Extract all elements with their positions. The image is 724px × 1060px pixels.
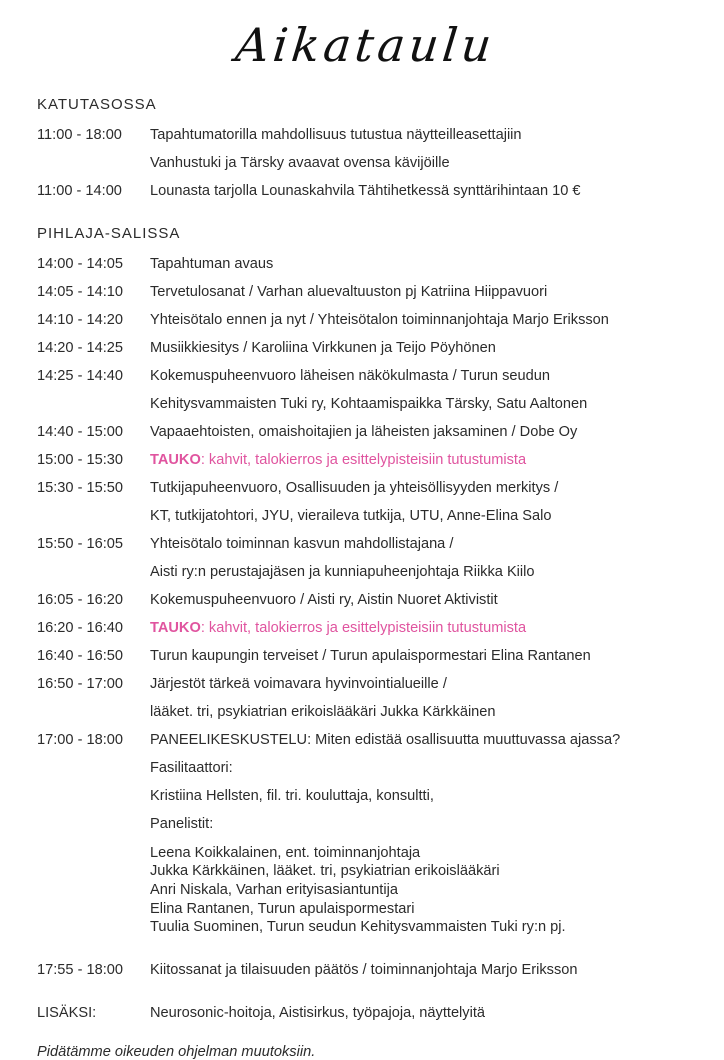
schedule-row xyxy=(37,648,694,666)
row-time: 16:05 - 16:20 xyxy=(37,591,124,608)
row-text: Panelistit: xyxy=(150,815,214,832)
row-text: Kokemuspuheenvuoro läheisen näkökulmasta / Turun seudun xyxy=(150,367,550,384)
row-text: Kokemuspuheenvuoro / Aisti ry, Aistin Nuoret Aktivistit xyxy=(150,591,498,608)
row-text: Järjestöt tärkeä voimavara hyvinvointialueille / xyxy=(150,675,447,692)
row-text: PANEELIKESKUSTELU: Miten edistää osallisuutta muuttuvassa ajassa? xyxy=(150,731,621,748)
schedule-row xyxy=(37,816,694,834)
section-heading: KATUTASOSSA xyxy=(37,96,157,113)
row-text: Neurosonic-hoitoja, Aistisirkus, työpajoja, näyttelyitä xyxy=(150,1004,486,1021)
schedule-row xyxy=(37,312,694,330)
row-time: 17:55 - 18:00 xyxy=(37,962,124,979)
schedule-row xyxy=(37,155,694,173)
schedule-row xyxy=(37,480,694,498)
panelist-item: Tuulia Suominen, Turun seudun Kehitysvammaisten Tuki ry:n pj. xyxy=(150,919,566,936)
schedule-row xyxy=(37,536,694,554)
schedule-row xyxy=(37,1005,694,1023)
schedule-row xyxy=(37,127,694,145)
row-time: 16:40 - 16:50 xyxy=(37,647,124,664)
footer-note: Pidätämme oikeuden ohjelman muutoksiin. xyxy=(37,1044,316,1060)
row-text: KT, tutkijatohtori, JYU, vieraileva tutkija, UTU, Anne-Elina Salo xyxy=(150,507,552,524)
row-text: Kiitossanat ja tilaisuuden päätös / toiminnanjohtaja Marjo Eriksson xyxy=(150,962,578,979)
schedule-row xyxy=(37,368,694,386)
schedule-row xyxy=(37,788,694,806)
row-time: 11:00 - 14:00 xyxy=(37,183,122,199)
row-text: Tapahtuman avaus xyxy=(150,255,274,272)
row-text xyxy=(150,620,694,638)
schedule-row xyxy=(37,844,694,938)
row-text: Lounasta tarjolla Lounaskahvila Tähtihetkessä synttärihintaan 10 € xyxy=(150,183,581,199)
row-time: 17:00 - 18:00 xyxy=(37,731,124,748)
row-text: lääket. tri, psykiatrian erikoislääkäri Jukka Kärkkäinen xyxy=(150,703,496,720)
schedule-row xyxy=(37,183,694,201)
row-text: Musiikkiesitys / Karoliina Virkkunen ja Teijo Pöyhönen xyxy=(150,339,496,356)
row-text: Tervetulosanat / Varhan aluevaltuuston pj Katriina Hiippavuori xyxy=(150,283,548,300)
row-text: Fasilitaattori: xyxy=(150,759,233,776)
row-time: 15:50 - 16:05 xyxy=(37,535,124,552)
schedule-row xyxy=(37,452,694,470)
schedule-row xyxy=(37,256,694,274)
row-text: Tutkijapuheenvuoro, Osallisuuden ja yhteisöllisyyden merkitys / xyxy=(150,479,559,496)
row-text: Turun kaupungin terveiset / Turun apulaispormestari Elina Rantanen xyxy=(150,647,591,664)
schedule-row xyxy=(37,962,694,980)
schedule-row xyxy=(37,592,694,610)
row-time: 16:50 - 17:00 xyxy=(37,675,124,692)
row-text: Tapahtumatorilla mahdollisuus tutustua näytteilleasettajiin xyxy=(150,127,522,143)
row-time: 14:05 - 14:10 xyxy=(37,283,124,300)
panelist-item: Jukka Kärkkäinen, lääket. tri, psykiatrian erikoislääkäri xyxy=(150,863,500,880)
row-time: 14:00 - 14:05 xyxy=(37,255,124,272)
row-text: Vapaaehtoisten, omaishoitajien ja läheisten jaksaminen / Dobe Oy xyxy=(150,423,578,440)
break-description: : kahvit, talokierros ja esittelypisteisiin tutustumista xyxy=(200,451,527,468)
row-time: 14:10 - 14:20 xyxy=(37,311,124,328)
row-text xyxy=(150,452,694,470)
schedule-row xyxy=(37,564,694,582)
schedule xyxy=(37,96,694,1022)
schedule-row xyxy=(37,508,694,526)
schedule-row xyxy=(37,424,694,442)
row-text: Vanhustuki ja Tärsky avaavat ovensa kävijöille xyxy=(150,155,450,171)
break-label: TAUKO xyxy=(150,619,201,636)
break-description: : kahvit, talokierros ja esittelypisteisiin tutustumista xyxy=(200,619,527,636)
schedule-row xyxy=(37,760,694,778)
schedule-row xyxy=(37,284,694,302)
row-text: Aisti ry:n perustajajäsen ja kunniapuheenjohtaja Riikka Kiilo xyxy=(150,563,535,580)
row-text: Kehitysvammaisten Tuki ry, Kohtaamispaikka Tärsky, Satu Aaltonen xyxy=(150,395,588,412)
section-heading: PIHLAJA-SALISSA xyxy=(37,224,181,242)
row-text: Yhteisötalo ennen ja nyt / Yhteisötalon toiminnanjohtaja Marjo Eriksson xyxy=(150,311,609,328)
row-time: 14:25 - 14:40 xyxy=(37,367,124,384)
schedule-row xyxy=(37,620,694,638)
row-text: Kristiina Hellsten, fil. tri. kouluttaja, konsultti, xyxy=(150,787,434,804)
row-time: 16:20 - 16:40 xyxy=(37,619,124,636)
row-time: 11:00 - 18:00 xyxy=(37,127,122,143)
row-text: Yhteisötalo toiminnan kasvun mahdollistajana / xyxy=(150,535,454,552)
schedule-row xyxy=(37,732,694,750)
panelist-item: Leena Koikkalainen, ent. toiminnanjohtaja xyxy=(150,844,421,861)
schedule-row xyxy=(37,340,694,358)
row-time: 14:40 - 15:00 xyxy=(37,423,124,440)
panelist-item: Anri Niskala, Varhan erityisasiantuntija xyxy=(150,881,398,898)
break-label: TAUKO xyxy=(150,451,201,468)
schedule-row xyxy=(37,676,694,694)
panelist-list xyxy=(150,844,694,938)
row-time: LISÄKSI: xyxy=(37,1004,97,1021)
row-time: 15:30 - 15:50 xyxy=(37,479,124,496)
schedule-row xyxy=(37,704,694,722)
page-title: Aikataulu xyxy=(233,18,498,72)
row-time: 15:00 - 15:30 xyxy=(37,451,124,468)
panelist-item: Elina Rantanen, Turun apulaispormestari xyxy=(150,900,415,917)
row-time: 14:20 - 14:25 xyxy=(37,339,124,356)
schedule-row xyxy=(37,396,694,414)
